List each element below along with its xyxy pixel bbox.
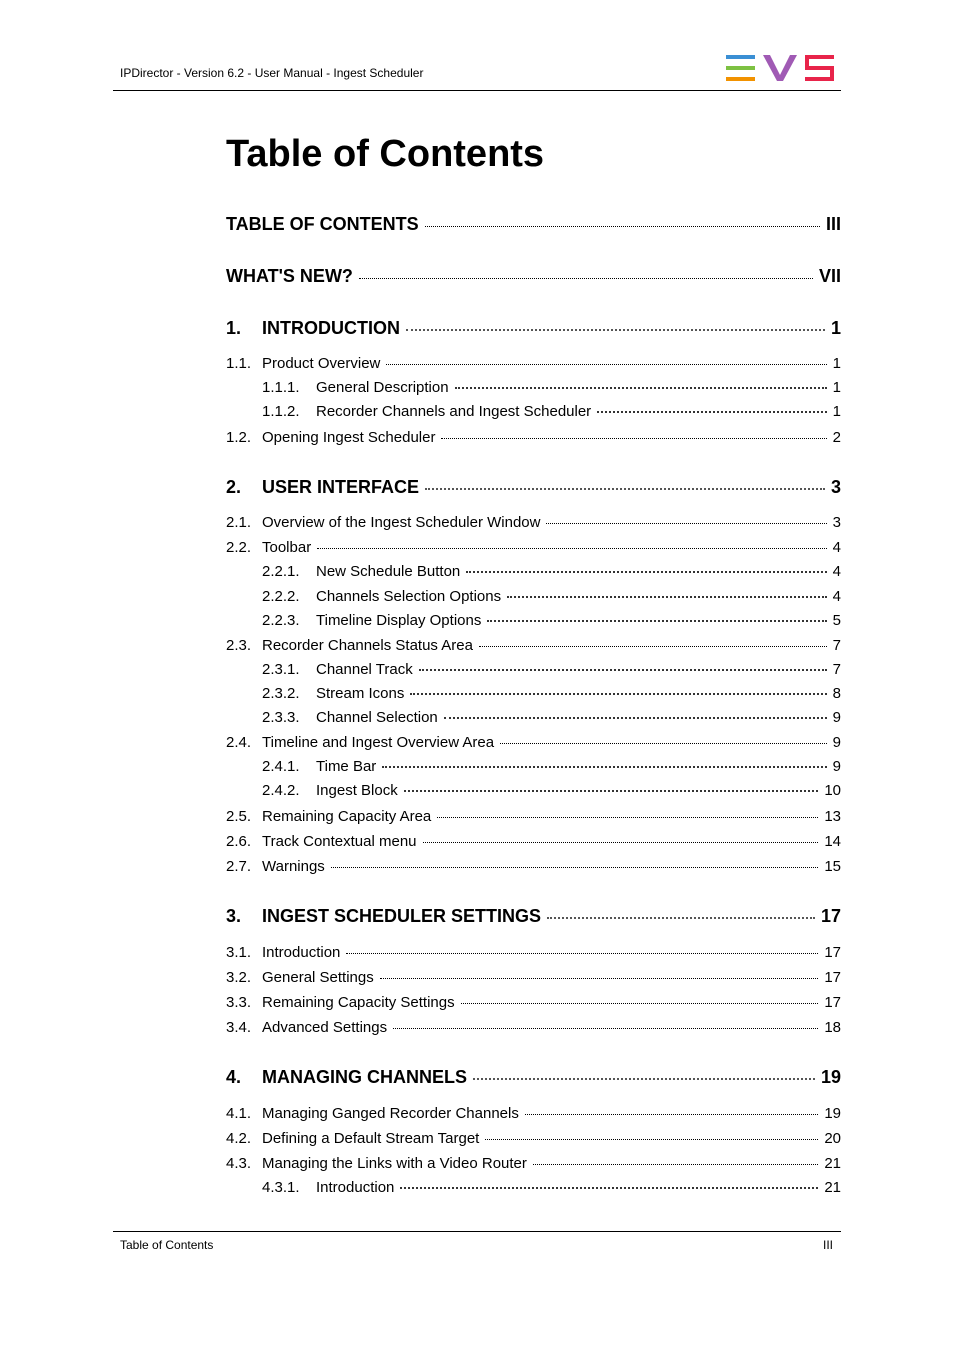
dot-leader xyxy=(380,978,819,979)
toc-entry[interactable] xyxy=(226,514,841,531)
toc-entry-number: 2.6. xyxy=(226,833,252,850)
dot-leader xyxy=(441,438,826,439)
toc-entry-page: 1 xyxy=(832,379,841,396)
toc-entry-title: Channel Selection xyxy=(316,709,438,726)
toc-entry-number: 2.5. xyxy=(226,808,252,825)
toc-entry-page: 2 xyxy=(832,429,841,446)
toc-entry-page: 1 xyxy=(832,403,841,420)
toc-entry-page: 5 xyxy=(832,612,841,629)
toc-entry-page: 9 xyxy=(832,734,841,751)
toc-entry-number: 1.2. xyxy=(226,429,252,446)
toc-entry-number: 4.3. xyxy=(226,1155,252,1172)
dot-leader xyxy=(331,867,819,868)
toc-entry[interactable] xyxy=(226,563,841,580)
toc-entry-page: 18 xyxy=(824,1019,841,1036)
toc-entry-title: Timeline Display Options xyxy=(316,612,482,629)
toc-entry-title: Toolbar xyxy=(262,539,312,556)
toc-entry-title: MANAGING CHANNELS xyxy=(262,1067,467,1087)
toc-entry-page: 7 xyxy=(832,661,841,678)
toc-entry-title: INGEST SCHEDULER SETTINGS xyxy=(262,906,542,926)
dot-leader xyxy=(423,842,819,843)
toc-entry-title: Channel Track xyxy=(316,661,413,678)
toc-entry-number: 2.3.1. xyxy=(262,661,300,678)
dot-leader xyxy=(547,917,815,919)
toc-entry-title: Introduction xyxy=(316,1179,395,1196)
dot-leader xyxy=(406,329,825,331)
toc-entry-title: Ingest Block xyxy=(316,782,398,799)
toc-entry-number: 4.3.1. xyxy=(262,1179,300,1196)
toc-entry-page: 10 xyxy=(824,782,841,799)
dot-leader xyxy=(346,953,818,954)
toc-entry-title: General Settings xyxy=(262,969,374,986)
dot-leader xyxy=(461,1003,819,1004)
toc-entry[interactable] xyxy=(226,758,841,775)
toc-entry-number: 4. xyxy=(226,1067,242,1087)
toc-entry-number: 2.4. xyxy=(226,734,252,751)
toc-entry-page: 17 xyxy=(824,944,841,961)
toc-entry-title: General Description xyxy=(316,379,449,396)
dot-leader xyxy=(400,1187,818,1189)
toc-entry-title: Overview of the Ingest Scheduler Window xyxy=(262,514,541,531)
toc-entry-number: 2.2.3. xyxy=(262,612,300,629)
toc-entry-title: Product Overview xyxy=(262,355,381,372)
toc-entry[interactable] xyxy=(226,782,841,799)
toc-entry-title: Advanced Settings xyxy=(262,1019,388,1036)
footer-page-number: III xyxy=(822,1238,833,1252)
dot-leader xyxy=(444,717,827,719)
toc-entry-page: VII xyxy=(818,266,841,286)
dot-leader xyxy=(317,548,826,549)
toc-entry-page: 4 xyxy=(832,588,841,605)
dot-leader xyxy=(466,571,826,573)
dot-leader xyxy=(473,1078,815,1080)
toc-entry-title: Track Contextual menu xyxy=(262,833,417,850)
toc-entry-title: USER INTERFACE xyxy=(262,477,420,497)
toc-entry-title: Remaining Capacity Area xyxy=(262,808,432,825)
toc-entry-title: WHAT'S NEW? xyxy=(226,266,353,286)
dot-leader xyxy=(597,411,826,413)
toc-entry-page: 17 xyxy=(820,906,841,926)
toc-entry-number: 3.4. xyxy=(226,1019,252,1036)
toc-entry[interactable] xyxy=(226,477,841,498)
toc-entry-number: 2.2.1. xyxy=(262,563,300,580)
toc-entry[interactable] xyxy=(226,1130,841,1147)
toc-entry-page: 17 xyxy=(824,994,841,1011)
toc-entry-number: 3.3. xyxy=(226,994,252,1011)
toc-entry-number: 2.3.2. xyxy=(262,685,300,702)
toc-entry-page: 21 xyxy=(824,1155,841,1172)
toc-entry[interactable] xyxy=(226,355,841,372)
toc-entry[interactable] xyxy=(226,1179,841,1196)
toc-entry-title: Introduction xyxy=(262,944,341,961)
toc-entry-title: Opening Ingest Scheduler xyxy=(262,429,436,446)
toc-entry-number: 2.4.2. xyxy=(262,782,300,799)
dot-leader xyxy=(393,1028,818,1029)
toc-entry-title: Warnings xyxy=(262,858,325,875)
toc-entry-title: New Schedule Button xyxy=(316,563,461,580)
toc-entry-page: 8 xyxy=(832,685,841,702)
toc-entry-title: Timeline and Ingest Overview Area xyxy=(262,734,495,751)
toc-entry-number: 4.2. xyxy=(226,1130,252,1147)
toc-entry[interactable] xyxy=(226,214,841,235)
toc-entry-number: 2.4.1. xyxy=(262,758,300,775)
toc-entry-page: 4 xyxy=(832,563,841,580)
toc-entry[interactable] xyxy=(226,612,841,629)
header-title: IPDirector - Version 6.2 - User Manual - Ingest Scheduler xyxy=(120,66,424,80)
toc-entry-page: 1 xyxy=(832,355,841,372)
footer-rule xyxy=(113,1231,841,1232)
dot-leader xyxy=(500,743,827,744)
toc-entry[interactable] xyxy=(226,685,841,702)
toc-entry[interactable] xyxy=(226,1105,841,1122)
toc-entry[interactable] xyxy=(226,318,841,339)
toc-entry-page: 19 xyxy=(820,1067,841,1087)
toc-entry-number: 3.1. xyxy=(226,944,252,961)
toc-entry-page: 13 xyxy=(824,808,841,825)
dot-leader xyxy=(533,1164,818,1165)
dot-leader xyxy=(425,226,820,227)
toc-entry-title: Time Bar xyxy=(316,758,377,775)
toc-entry-number: 2.3. xyxy=(226,637,252,654)
toc-entry[interactable] xyxy=(226,1019,841,1036)
toc-entry-number: 1.1. xyxy=(226,355,252,372)
dot-leader xyxy=(437,817,818,818)
toc-entry-title: Defining a Default Stream Target xyxy=(262,1130,480,1147)
toc-entry-page: 9 xyxy=(832,709,841,726)
toc-entry-page: 15 xyxy=(824,858,841,875)
dot-leader xyxy=(485,1139,818,1140)
toc-entry-title: Channels Selection Options xyxy=(316,588,502,605)
dot-leader xyxy=(359,278,813,279)
toc-entry-title: Remaining Capacity Settings xyxy=(262,994,455,1011)
footer-section-title: Table of Contents xyxy=(120,1238,214,1252)
toc-entry-number: 1.1.2. xyxy=(262,403,300,420)
toc-entry[interactable] xyxy=(226,833,841,850)
dot-leader xyxy=(455,387,827,389)
toc-entry[interactable] xyxy=(226,969,841,986)
toc-entry-page: 19 xyxy=(824,1105,841,1122)
toc-entry-page: 1 xyxy=(830,318,841,338)
toc-entry-number: 1.1.1. xyxy=(262,379,300,396)
dot-leader xyxy=(507,596,827,598)
toc-entry-number: 4.1. xyxy=(226,1105,252,1122)
toc-entry-number: 2.3.3. xyxy=(262,709,300,726)
toc-entry[interactable] xyxy=(226,709,841,726)
toc-entry-title: Managing Ganged Recorder Channels xyxy=(262,1105,519,1122)
toc-entry[interactable] xyxy=(226,429,841,446)
page-title: Table of Contents xyxy=(226,133,545,175)
toc-entry-page: 14 xyxy=(824,833,841,850)
toc-entry[interactable] xyxy=(226,588,841,605)
toc-entry[interactable] xyxy=(226,1155,841,1172)
toc-entry-number: 2.2.2. xyxy=(262,588,300,605)
toc-entry-title: Recorder Channels Status Area xyxy=(262,637,473,654)
toc-entry[interactable] xyxy=(226,266,841,287)
toc-entry-page: 4 xyxy=(832,539,841,556)
dot-leader xyxy=(425,488,825,490)
toc-entry-page: 7 xyxy=(832,637,841,654)
toc-entry-title: TABLE OF CONTENTS xyxy=(226,214,419,234)
toc-entry[interactable] xyxy=(226,858,841,875)
evs-logo xyxy=(726,55,834,81)
toc-entry[interactable] xyxy=(226,944,841,961)
toc-entry-page: 9 xyxy=(832,758,841,775)
toc-entry-number: 3. xyxy=(226,906,242,926)
toc-entry[interactable] xyxy=(226,734,841,751)
toc-entry-title: Stream Icons xyxy=(316,685,405,702)
dot-leader xyxy=(487,620,826,622)
dot-leader xyxy=(386,364,826,365)
toc-entry[interactable] xyxy=(226,808,841,825)
toc-entry[interactable] xyxy=(226,379,841,396)
header-rule xyxy=(113,90,841,91)
dot-leader xyxy=(479,646,827,647)
toc-entry-number: 2.2. xyxy=(226,539,252,556)
dot-leader xyxy=(419,669,827,671)
toc-entry-page: 3 xyxy=(832,514,841,531)
toc-entry-page: 21 xyxy=(824,1179,841,1196)
toc-entry-title: Managing the Links with a Video Router xyxy=(262,1155,527,1172)
toc-entry-number: 1. xyxy=(226,318,242,338)
toc-entry-number: 2.7. xyxy=(226,858,252,875)
toc-entry-page: 3 xyxy=(830,477,841,497)
dot-leader xyxy=(410,693,826,695)
toc-entry[interactable] xyxy=(226,637,841,654)
toc-entry-number: 2. xyxy=(226,477,242,497)
toc-entry[interactable] xyxy=(226,539,841,556)
toc-entry[interactable] xyxy=(226,403,841,420)
toc-entry[interactable] xyxy=(226,1067,841,1088)
toc-entry[interactable] xyxy=(226,661,841,678)
dot-leader xyxy=(546,523,826,524)
toc-entry-number: 2.1. xyxy=(226,514,252,531)
toc-entry-number: 3.2. xyxy=(226,969,252,986)
toc-entry[interactable] xyxy=(226,906,841,927)
toc-entry-title: Recorder Channels and Ingest Scheduler xyxy=(316,403,592,420)
toc-entry-title: INTRODUCTION xyxy=(262,318,400,338)
dot-leader xyxy=(525,1114,818,1115)
toc-entry[interactable] xyxy=(226,994,841,1011)
dot-leader xyxy=(382,766,826,768)
toc-entry-page: 17 xyxy=(824,969,841,986)
dot-leader xyxy=(404,790,819,792)
toc-entry-page: 20 xyxy=(824,1130,841,1147)
toc-entry-page: III xyxy=(825,214,841,234)
